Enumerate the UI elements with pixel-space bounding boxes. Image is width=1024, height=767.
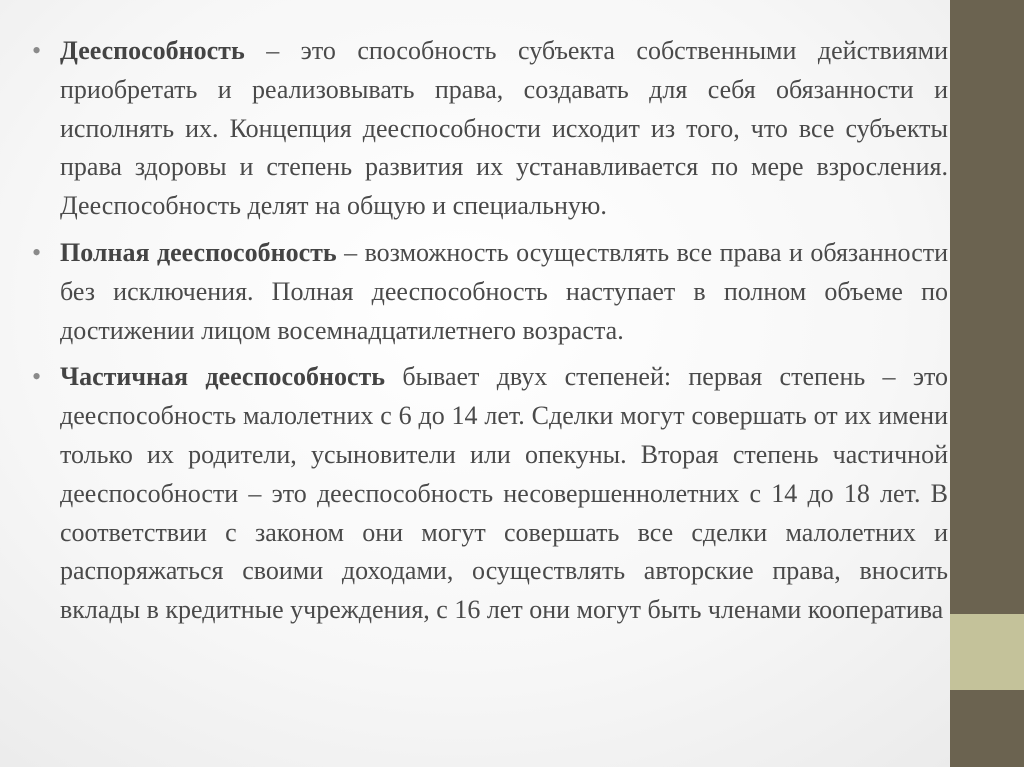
bullet-icon: • [32, 36, 42, 65]
bullet-icon: • [32, 237, 42, 267]
slide-content [32, 32, 948, 638]
side-decor-accent [950, 614, 1024, 690]
term-full-capacity: Полная дееспособность [60, 237, 337, 267]
paragraph-partial-capacity [32, 358, 948, 630]
definition-legal-capacity: – это способность субъекта собственными действиями приобретать и реализовывать права, создавать для себя обязанности и исполнять их. Концепция дееспособности исходит из того, что все субъекты права здоровы и степень развития их устанавливается по мере взросления. Дееспособность делят на общую и специальную. [60, 36, 948, 221]
term-partial-capacity: Частичная дееспособность [60, 362, 386, 392]
paragraph-legal-capacity [32, 32, 948, 226]
paragraph-full-capacity [32, 234, 948, 350]
term-legal-capacity: Дееспособность [60, 36, 245, 65]
bullet-icon: • [32, 362, 42, 392]
definition-partial-capacity: бывает двух степеней: первая степень – это дееспособность малолетних с 6 до 14 лет. Сделки могут совершать от их имени только их родители, усыновители или опекуны. Вторая степень частичной дееспособности – это дееспособность несовершеннолетних с 14 до 18 лет. В соответствии с законом они могут совершать все сделки малолетних и распоряжаться своими доходами, осуществлять авторские права, вносить вклады в кредитные учреждения, с 16 лет они могут быть членами кооператива [60, 362, 948, 625]
definition-full-capacity: – возможность осуществлять все права и обязанности без исключения. Полная дееспособность наступает в полном объеме по достижении лицом восемнадцатилетнего возраста. [60, 237, 949, 345]
